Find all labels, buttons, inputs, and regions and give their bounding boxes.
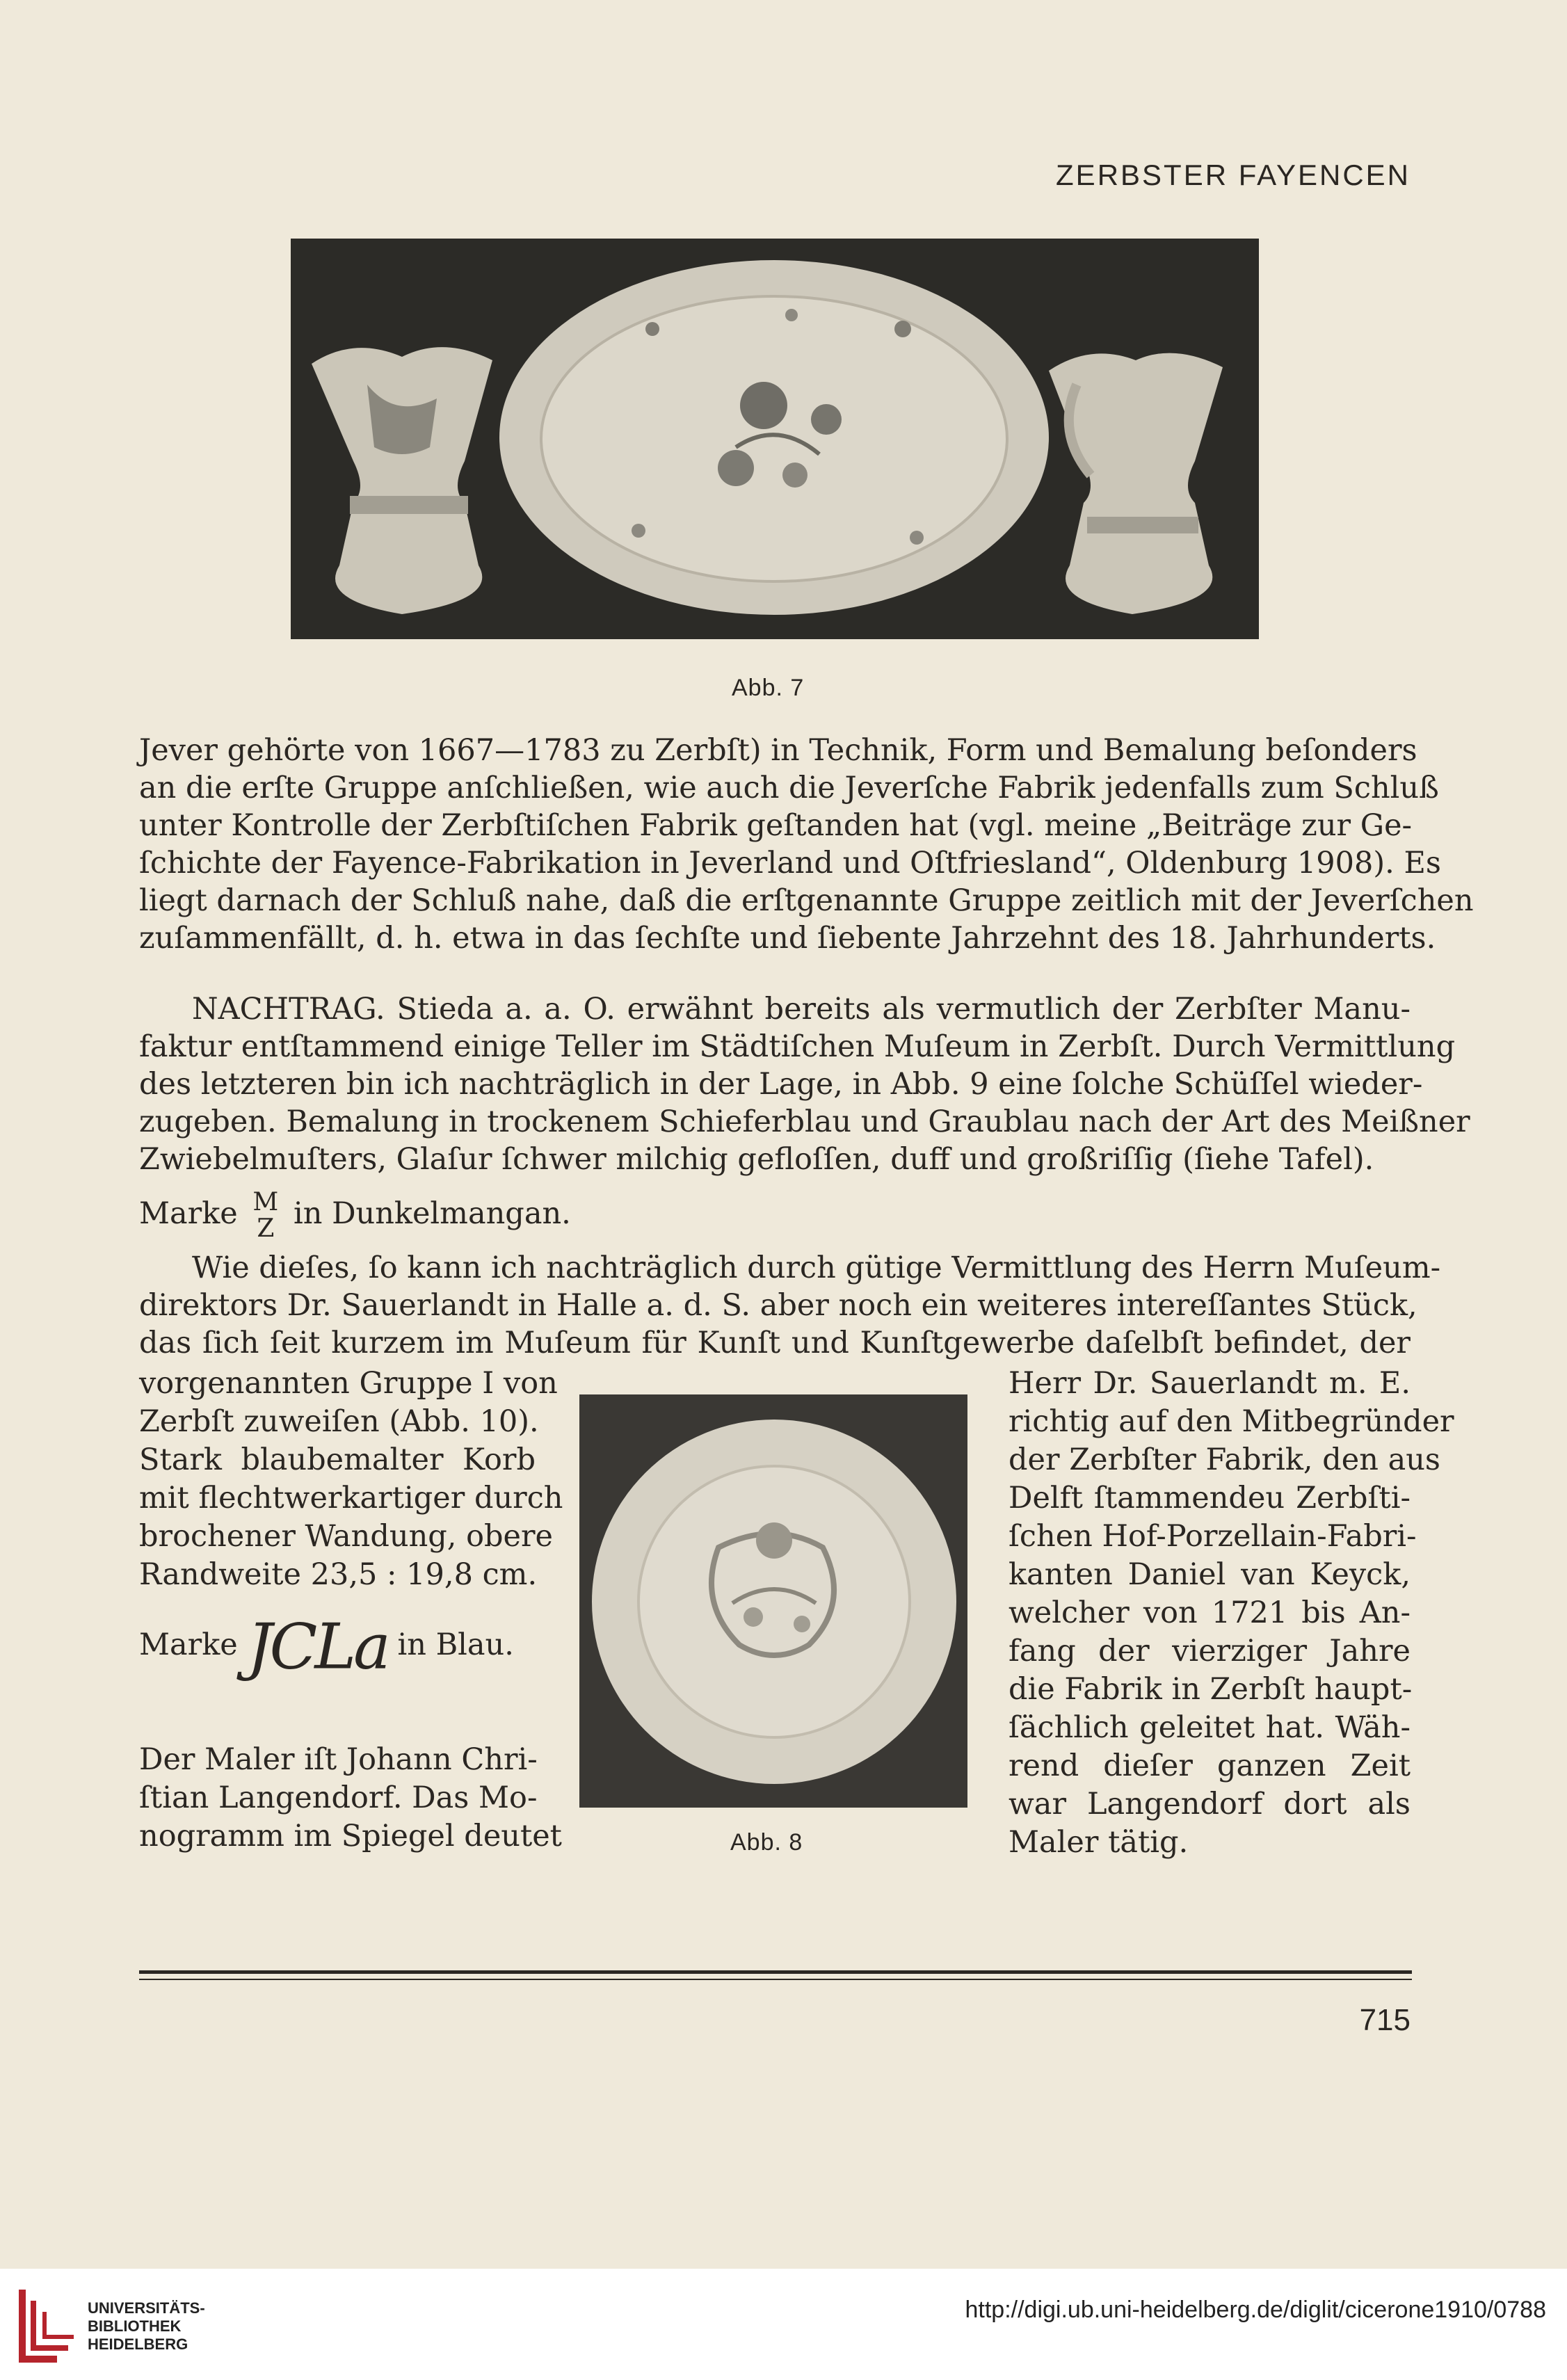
figure-abb7 — [291, 239, 1259, 639]
text-line: Stark blaubemalter Korb — [139, 1442, 536, 1477]
library-name-line: HEIDELBERG — [88, 2335, 188, 2353]
text-line: faktur entſtammend einige Teller im Städtiſchen Muſeum in Zerbſt. Durch Vermittlung — [139, 1029, 1456, 1064]
caption-abb8: Abb. 8 — [730, 1829, 803, 1856]
text-line: fang der vierziger Jahre — [1008, 1634, 1411, 1669]
text-line: des letzteren bin ich nachträglich in der Lage, in Abb. 9 eine ſolche Schüſſel wieder- — [139, 1067, 1423, 1102]
library-logo-icon — [15, 2283, 78, 2366]
text-line: mit flechtwerkartiger durch — [139, 1481, 563, 1515]
left-column-text — [139, 1365, 563, 1594]
text-line: brochener Wandung, obere — [139, 1519, 553, 1554]
text-line: zugeben. Bemalung in trockenem Schieferblau und Graublau nach der Art des Meißner — [139, 1104, 1470, 1139]
marke-label: Marke — [139, 1196, 238, 1231]
library-name-line: BIBLIOTHEK — [88, 2317, 182, 2335]
marke-mz-line — [139, 1189, 1411, 1242]
text-line: welcher von 1721 bis An- — [1008, 1595, 1411, 1630]
text-line: das ſich ſeit kurzem im Muſeum für Kunſt und Kunſtgewerbe daſelbſt befindet, der — [139, 1326, 1411, 1360]
text-line: kanten Daniel van Keyck, — [1008, 1557, 1411, 1592]
library-name — [88, 2299, 205, 2354]
left-column-text-b — [139, 1741, 562, 1856]
text-line: der Zerbſter Fabrik, den aus — [1008, 1442, 1440, 1477]
text-line: richtig auf den Mitbegründer — [1008, 1404, 1454, 1439]
text-line: vorgenannten Gruppe I von — [139, 1366, 558, 1401]
text-line: die Fabrik in Zerbſt haupt- — [1008, 1672, 1413, 1707]
text-line: war Langendorf dort als — [1008, 1787, 1411, 1822]
text-line: Der Maler iſt Johann Chri- — [139, 1742, 538, 1777]
marke-mz-top: M — [252, 1188, 279, 1216]
footer-rule-thick — [139, 1970, 1412, 1974]
text-line: Zerbſt zuweiſen (Abb. 10). — [139, 1404, 539, 1439]
library-name-line: UNIVERSITÄTS- — [88, 2299, 205, 2317]
marke-label: Marke — [139, 1627, 238, 1662]
text-line: Zwiebelmuſters, Glaſur ſchwer milchig gefloſſen, duff und großriſſig (ſiehe Tafel). — [139, 1142, 1374, 1177]
source-url-link[interactable]: http://digi.ub.uni-heidelberg.de/diglit/cicerone1910/0788 — [965, 2297, 1546, 2323]
text-line: unter Kontrolle der Zerbſtiſchen Fabrik geſtanden hat (vgl. meine „Beiträge zur Ge- — [139, 808, 1413, 843]
figure-abb8 — [579, 1394, 967, 1808]
marke-description: in Dunkelmangan. — [293, 1196, 571, 1231]
text-line: ſtian Langendorf. Das Mo- — [139, 1780, 538, 1815]
text-line: nogramm im Spiegel deutet — [139, 1819, 562, 1854]
faience-photo-abb7 — [291, 239, 1259, 639]
text-line: Wie dieſes, ſo kann ich nachträglich durch gütige Vermittlung des Herrn Muſeum- — [192, 1251, 1441, 1285]
text-line: ſächlich geleitet hat. Wäh- — [1008, 1710, 1411, 1745]
running-header: ZERBSTER FAYENCEN — [1056, 159, 1411, 191]
text-line: Jever gehörte von 1667—1783 zu Zerbſt) in Technik, Form und Bemalung beſonders — [139, 733, 1417, 768]
text-line: direktors Dr. Sauerlandt in Halle a. d. S. aber noch ein weiteres intereſſantes Stück, — [139, 1288, 1417, 1323]
text-line: ſchichte der Fayence-Fabrikation in Jeverland und Oſtfriesland“, Oldenburg 1908). Es — [139, 846, 1441, 881]
text-line: ſchen Hof-Porzellain-Fabri- — [1008, 1519, 1417, 1554]
caption-abb7: Abb. 7 — [732, 675, 805, 701]
text-line: zuſammenfällt, d. h. etwa in das ſechſte und ſiebente Jahrzehnt des 18. Jahrhunderts. — [139, 921, 1436, 956]
marke-jcla-line — [139, 1610, 536, 1684]
text-line: rend dieſer ganzen Zeit — [1008, 1748, 1411, 1783]
text-line: an die erſte Gruppe anſchließen, wie auch die Jeverſche Fabrik jedenfalls zum Schluß — [139, 771, 1439, 805]
paragraph-sauerlandt — [139, 1249, 1441, 1362]
marke-description: in Blau. — [397, 1627, 514, 1662]
text-line: Maler tätig. — [1008, 1825, 1189, 1860]
text-line: Delft ſtammendeu Zerbſti- — [1008, 1481, 1411, 1515]
marke-mz-mark — [252, 1189, 278, 1242]
page-number: 715 — [1359, 2003, 1411, 2037]
right-column-text — [1008, 1365, 1454, 1862]
marke-mz-bottom: Z — [257, 1214, 275, 1243]
text-line: liegt darnach der Schluß nahe, daß die erſtgenannte Gruppe zeitlich mit der Jeverſchen — [139, 883, 1474, 918]
jcla-monogram: JCLa — [247, 1610, 388, 1684]
text-line: NACHTRAG. Stieda a. a. O. erwähnt bereits als vermutlich der Zerbſter Manu- — [192, 992, 1411, 1027]
text-line: Herr Dr. Sauerlandt m. E. — [1008, 1366, 1411, 1401]
paragraph-jever — [139, 732, 1474, 957]
paragraph-nachtrag — [139, 990, 1470, 1178]
faience-photo-abb8 — [579, 1394, 967, 1808]
digitization-footer — [0, 2269, 1567, 2380]
text-line: Randweite 23,5 : 19,8 cm. — [139, 1557, 538, 1592]
footer-rule-thin — [139, 1979, 1412, 1980]
